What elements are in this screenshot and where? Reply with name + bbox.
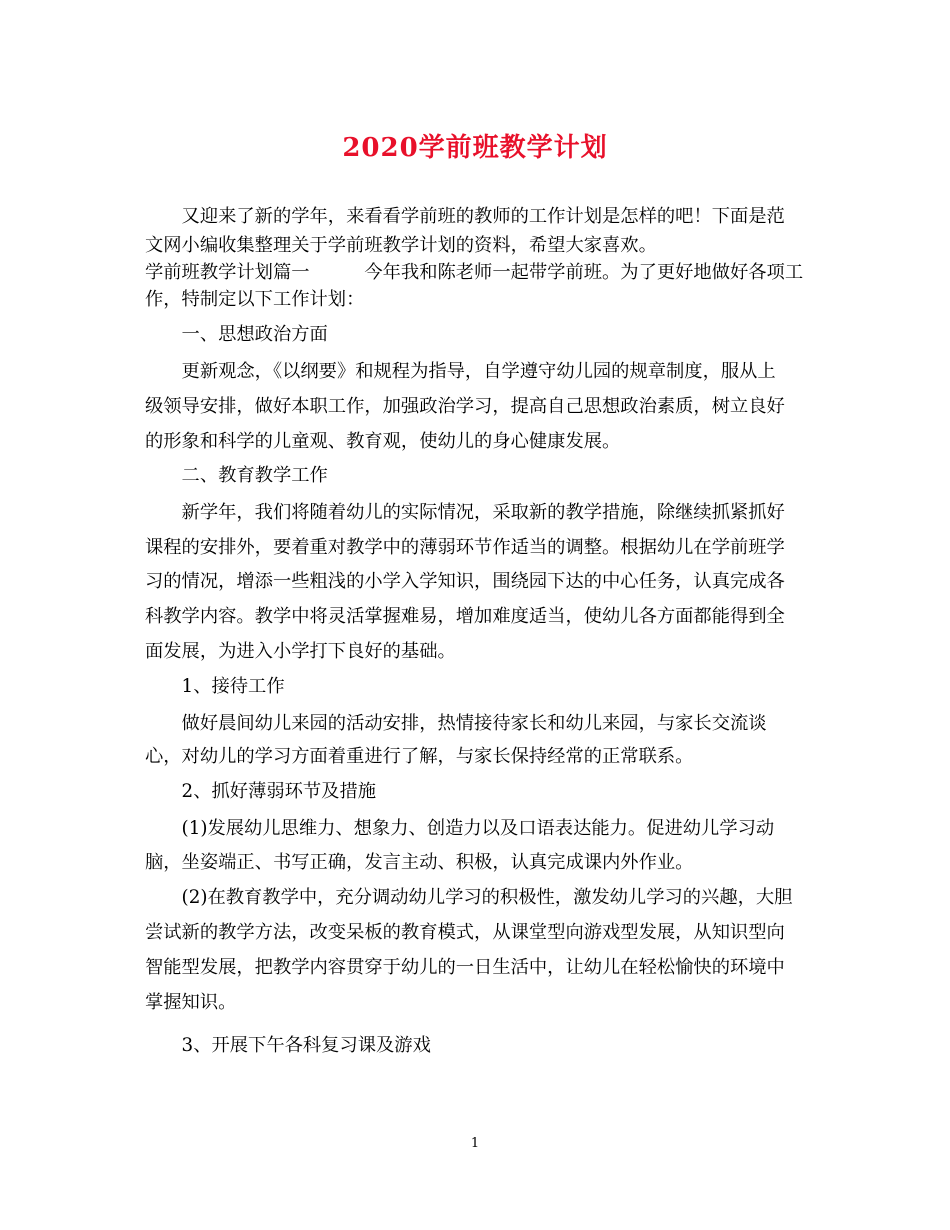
body-line: 课程的安排外，要着重对教学中的薄弱环节作适当的调整。根据幼儿在学前班学: [145, 537, 785, 558]
body-line: 又迎来了新的学年，来看看学前班的教师的工作计划是怎样的吧！下面是范: [145, 206, 785, 227]
body-line: 作，特制定以下工作计划：: [145, 289, 365, 310]
body-line: (1)发展幼儿思维力、想象力、创造力以及口语表达能力。促进幼儿学习动: [145, 818, 775, 839]
section-heading: 二、教育教学工作: [145, 465, 328, 486]
section-heading: 2、抓好薄弱环节及措施: [145, 781, 377, 802]
body-line: 学前班教学计划篇一 今年我和陈老师一起带学前班。为了更好地做好各项工: [145, 262, 804, 283]
section-heading: 1、接待工作: [145, 676, 285, 697]
body-line: 智能型发展，把教学内容贯穿于幼儿的一日生活中，让幼儿在轻松愉快的环境中: [145, 957, 785, 978]
body-line: 习的情况，增添一些粗浅的小学入学知识，围绕园下达的中心任务，认真完成各: [145, 571, 785, 592]
page-number: 1: [470, 1136, 480, 1151]
body-line: 新学年，我们将随着幼儿的实际情况，采取新的教学措施，除继续抓紧抓好: [145, 502, 785, 523]
body-line: 更新观念，《以纲要》和规程为指导，自学遵守幼儿园的规章制度，服从上: [145, 361, 776, 382]
body-line: 掌握知识。: [145, 992, 237, 1013]
body-line: 尝试新的教学方法，改变呆板的教育模式，从课堂型向游戏型发展，从知识型向: [145, 922, 785, 943]
body-line: 面发展，为进入小学打下良好的基础。: [145, 641, 456, 662]
document-title: 2020学前班教学计划: [342, 133, 608, 163]
body-line: 文网小编收集整理关于学前班教学计划的资料，希望大家喜欢。: [145, 235, 657, 256]
section-heading: 一、思想政治方面: [145, 324, 328, 345]
section-heading: 3、开展下午各科复习课及游戏: [145, 1035, 431, 1056]
body-line: (2)在教育教学中，充分调动幼儿学习的积极性，激发幼儿学习的兴趣，大胆: [145, 887, 793, 908]
body-line: 级领导安排，做好本职工作，加强政治学习，提高自己思想政治素质，树立良好: [145, 396, 785, 417]
body-line: 脑，坐姿端正、书写正确，发言主动、积极，认真完成课内外作业。: [145, 852, 694, 873]
body-line: 做好晨间幼儿来园的活动安排，热情接待家长和幼儿来园，与家长交流谈: [145, 713, 767, 734]
body-line: 科教学内容。教学中将灵活掌握难易，增加难度适当，使幼儿各方面都能得到全: [145, 606, 785, 627]
body-line: 心，对幼儿的学习方面着重进行了解，与家长保持经常的正常联系。: [145, 746, 694, 767]
body-line: 的形象和科学的儿童观、教育观，使幼儿的身心健康发展。: [145, 431, 621, 452]
